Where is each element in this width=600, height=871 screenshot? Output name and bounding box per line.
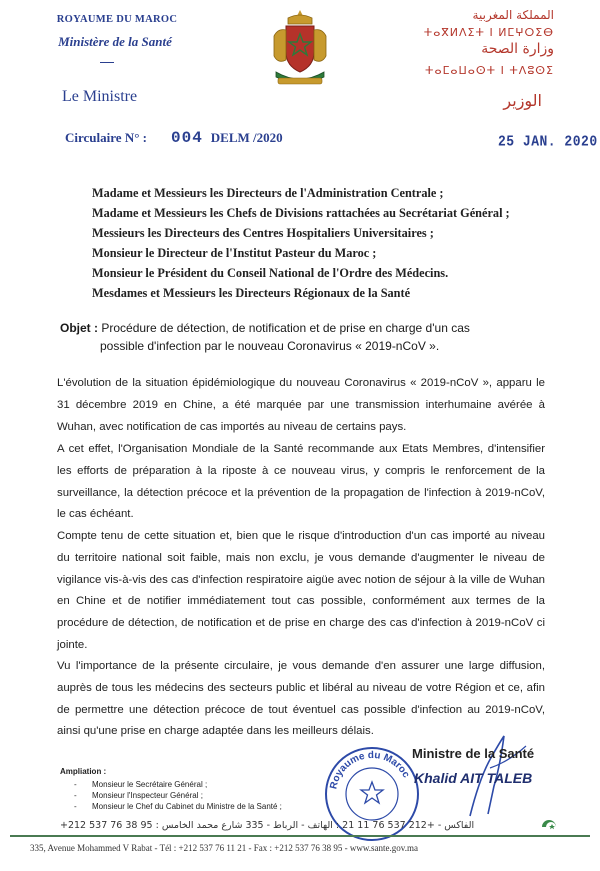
- ampliation-item: - Monsieur le Chef du Cabinet du Ministre de la Santé ;: [60, 801, 282, 812]
- kingdom-name-fr: ROYAUME DU MAROC: [56, 14, 178, 25]
- subject-block: [60, 319, 560, 355]
- circular-reference: [65, 129, 283, 147]
- signatory-name: Khalid AIT TALEB: [414, 770, 533, 786]
- addressee-item: Madame et Messieurs les Chefs de Divisions rattachées au Secrétariat Général ;: [92, 206, 510, 220]
- body-paragraph: Vu l'importance de la présente circulaire, je vous demande d'en assurer une large diffusion, auprès de tous les médecins des secteurs public et libéral au niveau de votre Région et ce, afin de permettre une détection précoce de tout éventuel cas possible d'infection au 2019-nCoV, ainsi qu'une prise en charge adaptée dans les meilleurs délais.: [57, 660, 545, 738]
- official-stamp-icon: [322, 744, 422, 849]
- addressee-item: Mesdames et Messieurs les Directeurs Régionaux de la Santé: [92, 286, 411, 300]
- body-paragraph: L'évolution de la situation épidémiologique du nouveau Coronavirus « 2019-nCoV », apparu le 31 décembre 2019 en Chine, a été marquée par une transmission interhumaine avérée à Wuhan, avec notification de cas importés au niveau de certains pays.: [57, 377, 545, 433]
- minister-label-ar: الوزير: [503, 91, 542, 110]
- body-paragraph: Compte tenu de cette situation et, bien que le risque d'introduction d'un cas importé au niveau du territoire national soit faible, mais non exclu, je vous demande d'augmenter le niveau de vigilance vis-à-vis des cas d'infection respiratoire aigüe avec notion de séjour à la ville de Wuhan en Chine et de notifier immédiatement tout cas possible, conformément aux termes de la procédure de détection, de notification et de prise en charge des cas d'infection à 2019-nCoV ci jointe.: [57, 530, 545, 651]
- ministry-name-tifinagh: ⵜⴰⵎⴰⵡⴰⵙⵜ ⵏ ⵜⴷⵓⵙⵉ: [425, 64, 554, 77]
- svg-text:Royaume du Maroc: Royaume du Maroc: [328, 749, 412, 791]
- addressee-item: Monsieur le Président du Conseil National de l'Ordre des Médecins.: [92, 266, 449, 280]
- footer-address-fr: 335, Avenue Mohammed V Rabat - Tél : +212 537 76 11 21 - Fax : +212 537 76 38 95 - www.sante.gov.ma: [30, 843, 418, 853]
- footer-address-ar: +212 537 76 38 95 : الفاكس - +212 537 76 11 21 : الهاتف - الرباط - 335 شارع محمد الخامس: [60, 820, 475, 831]
- subject-line-2: possible d'infection par le nouveau Coronavirus « 2019-nCoV ».: [100, 339, 440, 353]
- circular-label: Circulaire N° :: [65, 130, 147, 145]
- ampliation-block: [60, 767, 282, 812]
- subject-label: Objet :: [60, 321, 98, 335]
- addressee-item: Monsieur le Directeur de l'Institut Pasteur du Maroc ;: [92, 246, 377, 260]
- ampliation-item: - Monsieur l'Inspecteur Général ;: [60, 790, 282, 801]
- addressee-item: Madame et Messieurs les Directeurs de l'Administration Centrale ;: [92, 186, 444, 200]
- footer-divider: [10, 835, 590, 837]
- signatory-title: Ministre de la Santé: [412, 746, 535, 761]
- ministry-name-ar: وزارة الصحة: [481, 41, 554, 57]
- subject-line-1: Procédure de détection, de notification et de prise en charge d'un cas: [101, 321, 470, 335]
- ministry-logo-icon: [534, 818, 564, 841]
- circular-suffix: DELM /2020: [210, 130, 283, 145]
- addressee-item: Messieurs les Directeurs des Centres Hospitaliers Universitaires ;: [92, 226, 434, 240]
- kingdom-name-ar: المملكة المغربية: [472, 8, 554, 22]
- ministry-name-fr: Ministère de la Santé: [58, 34, 172, 49]
- minister-label: Le Ministre: [62, 88, 138, 105]
- addressee-list: [92, 183, 582, 303]
- kingdom-name-tifinagh: ⵜⴰⴳⵍⴷⵉⵜ ⵏ ⵍⵎⵖⵔⵉⴱ: [423, 26, 554, 39]
- circular-number: 004: [170, 129, 203, 147]
- header-divider: [100, 62, 114, 63]
- ampliation-item: - Monsieur le Secrétaire Général ;: [60, 779, 282, 790]
- royal-coat-of-arms-icon: [268, 8, 332, 93]
- circular-date: 25 JAN. 2020: [498, 132, 598, 151]
- body-paragraph: A cet effet, l'Organisation Mondiale de la Santé recommande aux Etats Membres, d'intensifier les efforts de préparation à la riposte à ce nouveau virus, y compris le renforcement de la surveillance, la détection précoce et la prévention de la propagation de l'infection à 2019-nCoV, le cas échéant.: [57, 443, 545, 521]
- ampliation-title: Ampliation :: [60, 767, 107, 776]
